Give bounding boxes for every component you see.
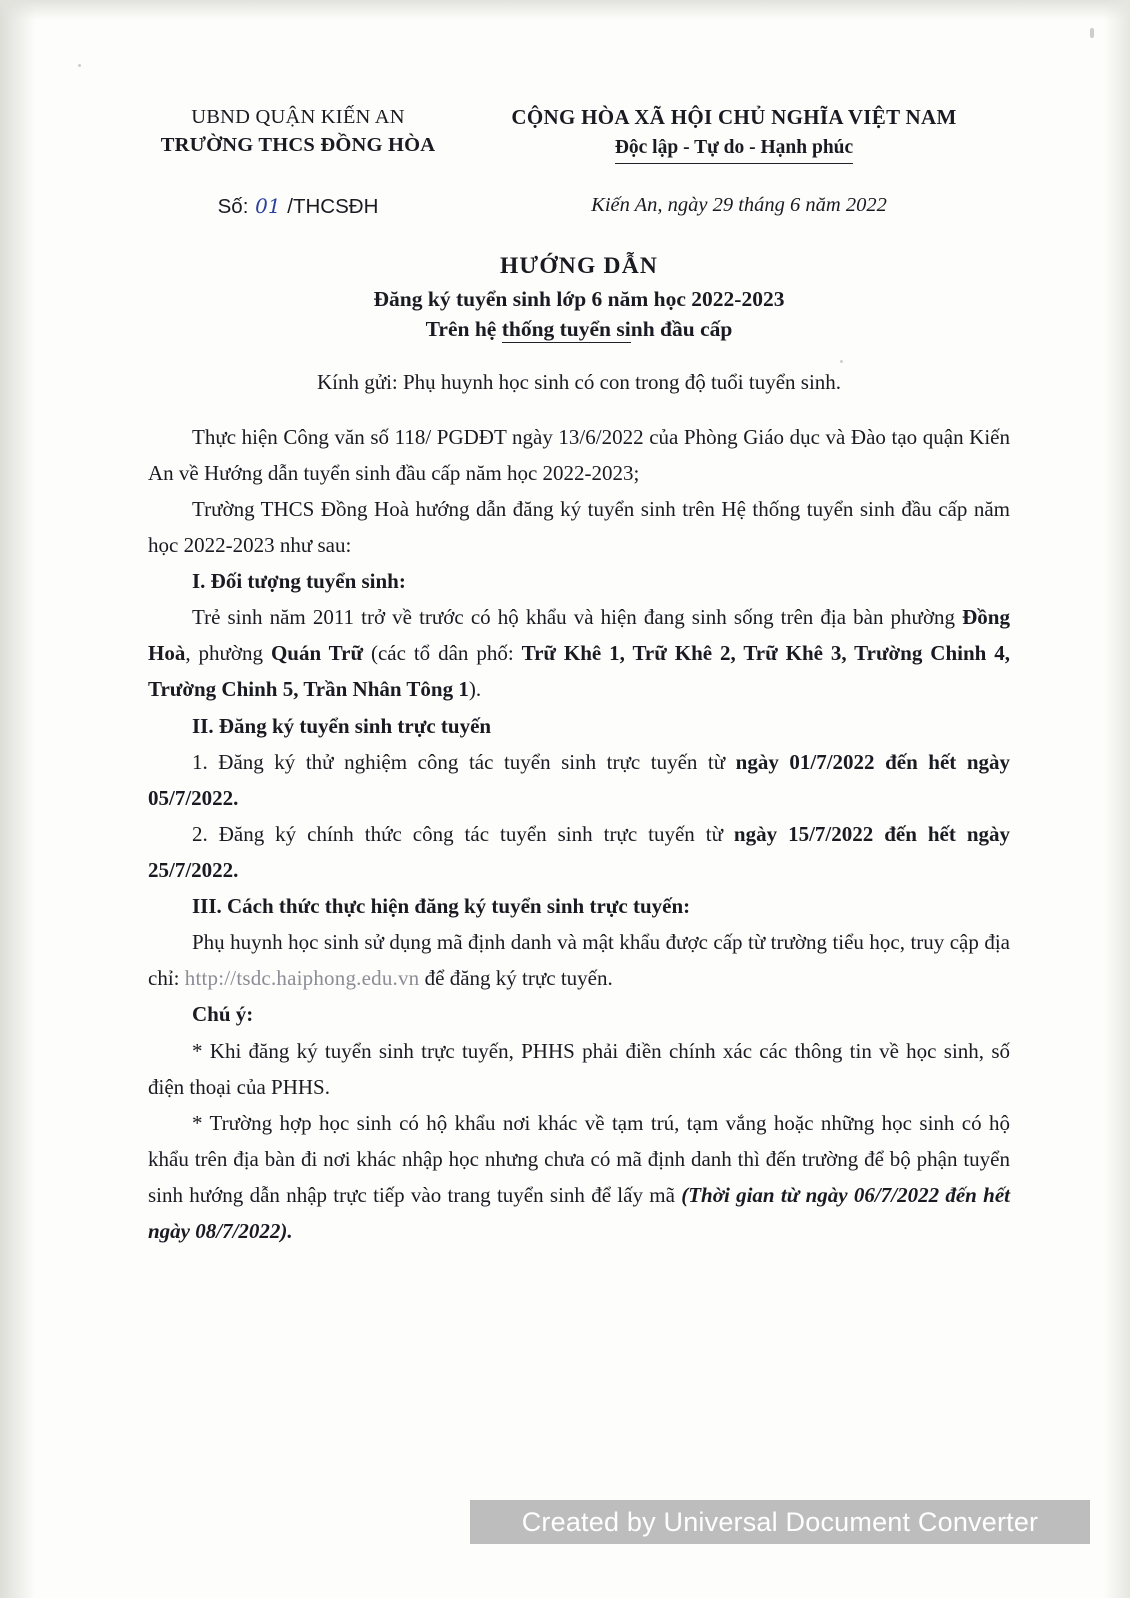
section-2-heading-wrap xyxy=(148,708,1010,744)
scan-edge-shadow-top xyxy=(0,0,1130,20)
document-number xyxy=(148,194,448,219)
page-title: HƯỚNG DẪN xyxy=(499,252,659,279)
section-1-heading-wrap xyxy=(148,563,1010,599)
registration-url-link[interactable]: http://tsdc.haiphong.edu.vn xyxy=(184,966,420,991)
subtitle-2-underlined: thống tuyển si xyxy=(501,316,631,341)
national-heading xyxy=(448,104,1010,164)
note-heading: Chú ý: xyxy=(192,1002,254,1027)
national-motto-label: Độc lập - Tự do - Hạnh phúc xyxy=(615,135,853,163)
section-3-paragraph xyxy=(148,924,1010,996)
watermark-banner: Created by Universal Document Converter xyxy=(470,1500,1090,1544)
addressee-line: Kính gửi: Phụ huynh học sinh có con trong độ tuổi tuyển sinh. xyxy=(316,369,842,394)
section-2-heading: II. Đăng ký tuyển sinh trực tuyến xyxy=(192,713,492,738)
document-content xyxy=(148,419,1010,1250)
s1-text-1: Trẻ sinh năm 2011 trở về trước có hộ khẩu và hiện đang sinh sống trên địa bàn phường xyxy=(192,605,963,630)
s1-neighborhood-list: Trữ Khê 1, Trữ Khê 2, Trữ Khê 3, Trường Chinh 4, Trường Chinh 5, Trần Nhân Tông 1 xyxy=(148,641,1010,702)
authority-upper-label: UBND QUẬN KIẾN AN xyxy=(191,106,405,128)
note-item-2 xyxy=(148,1105,1010,1249)
s1-ward-dong-hoa: Đồng Hoà xyxy=(148,605,1010,666)
scan-speck xyxy=(78,64,81,67)
scan-edge-shadow-right xyxy=(1104,0,1130,1598)
note-item-1: * Khi đăng ký tuyển sinh trực tuyến, PHHS phải điền chính xác các thông tin về học sinh, số điện thoại của PHHS. xyxy=(148,1038,1010,1099)
issuing-authority xyxy=(148,104,448,159)
note2-text: * Trường hợp học sinh có hộ khẩu nơi khác về tạm trú, tạm vắng hoặc những học sinh có hộ khẩu trên địa bàn đi nơi khác nhập học nhưng chưa có mã định danh thì đến trường để bộ phận tuyển sinh hướng dẫn nhập trực tiếp vào trang tuyển sinh để lấy mã xyxy=(148,1110,1010,1207)
section-3-heading-wrap xyxy=(148,888,1010,924)
country-name-label: CỘNG HÒA XÃ HỘI CHỦ NGHĨA VIỆT NAM xyxy=(511,105,957,129)
s3-text-1: Phụ huynh học sinh sử dụng mã định danh và mật khẩu được cấp từ trường tiểu học, truy cập địa chỉ: xyxy=(148,930,1010,991)
s2-item1-dates: ngày 01/7/2022 đến hết ngày 05/7/2022. xyxy=(148,749,1010,810)
document-reference-row xyxy=(148,194,1010,219)
scan-speck xyxy=(1090,28,1094,38)
section-2-item-1 xyxy=(148,744,1010,816)
s2-item1-text: 1. Đăng ký thử nghiệm công tác tuyển sinh trực tuyến từ xyxy=(192,749,736,774)
s3-text-2: để đăng ký trực tuyến. xyxy=(419,966,613,991)
section-2-item-2 xyxy=(148,816,1010,888)
document-header xyxy=(148,104,1010,164)
note-heading-wrap xyxy=(148,996,1010,1032)
paragraph-intro-1: Thực hiện Công văn số 118/ PGDĐT ngày 13/6/2022 của Phòng Giáo dục và Đào tạo quận Kiến An về Hướng dẫn tuyển sinh đầu cấp năm học 2022-2023; xyxy=(148,424,1010,485)
paragraph-intro-2: Trường THCS Đồng Hoà hướng dẫn đăng ký tuyển sinh trên Hệ thống tuyển sinh đầu cấp năm học 2022-2023 như sau: xyxy=(148,496,1010,557)
document-subtitle-1: Đăng ký tuyển sinh lớp 6 năm học 2022-2023 xyxy=(373,286,785,311)
scan-edge-shadow-left xyxy=(0,0,36,1598)
s1-ward-quan-tru: Quán Trữ xyxy=(270,641,364,666)
subtitle-2-part-b: nh đầu cấp xyxy=(630,316,733,341)
section-3-heading: III. Cách thức thực hiện đăng ký tuyển sinh trực tuyến: xyxy=(192,894,691,919)
section-1-heading: I. Đối tượng tuyển sinh: xyxy=(192,569,406,594)
s1-text-4: ). xyxy=(468,677,482,702)
s2-item2-dates: ngày 15/7/2022 đến hết ngày 25/7/2022. xyxy=(148,821,1010,882)
section-1-paragraph xyxy=(148,599,1010,707)
document-subtitle-2 xyxy=(148,317,1010,342)
document-number-prefix: Số: xyxy=(217,194,249,218)
document-number-handwritten: 01 xyxy=(255,193,281,218)
note2-time-window: (Thời gian từ ngày 06/7/2022 đến hết ngày 08/7/2022). xyxy=(148,1182,1010,1244)
document-body xyxy=(148,104,1010,1249)
place-and-date: Kiến An, ngày 29 tháng 6 năm 2022 xyxy=(591,193,887,216)
s2-item2-text: 2. Đăng ký chính thức công tác tuyển sinh trực tuyến từ xyxy=(192,821,734,846)
s1-text-2: , phường xyxy=(185,641,271,666)
school-name-label: TRƯỜNG THCS ĐỒNG HÒA xyxy=(160,133,436,156)
s1-text-3: (các tổ dân phố: xyxy=(363,641,522,666)
document-number-suffix: /THCSĐH xyxy=(287,194,379,218)
subtitle-2-part-a: Trên hệ xyxy=(425,316,502,341)
